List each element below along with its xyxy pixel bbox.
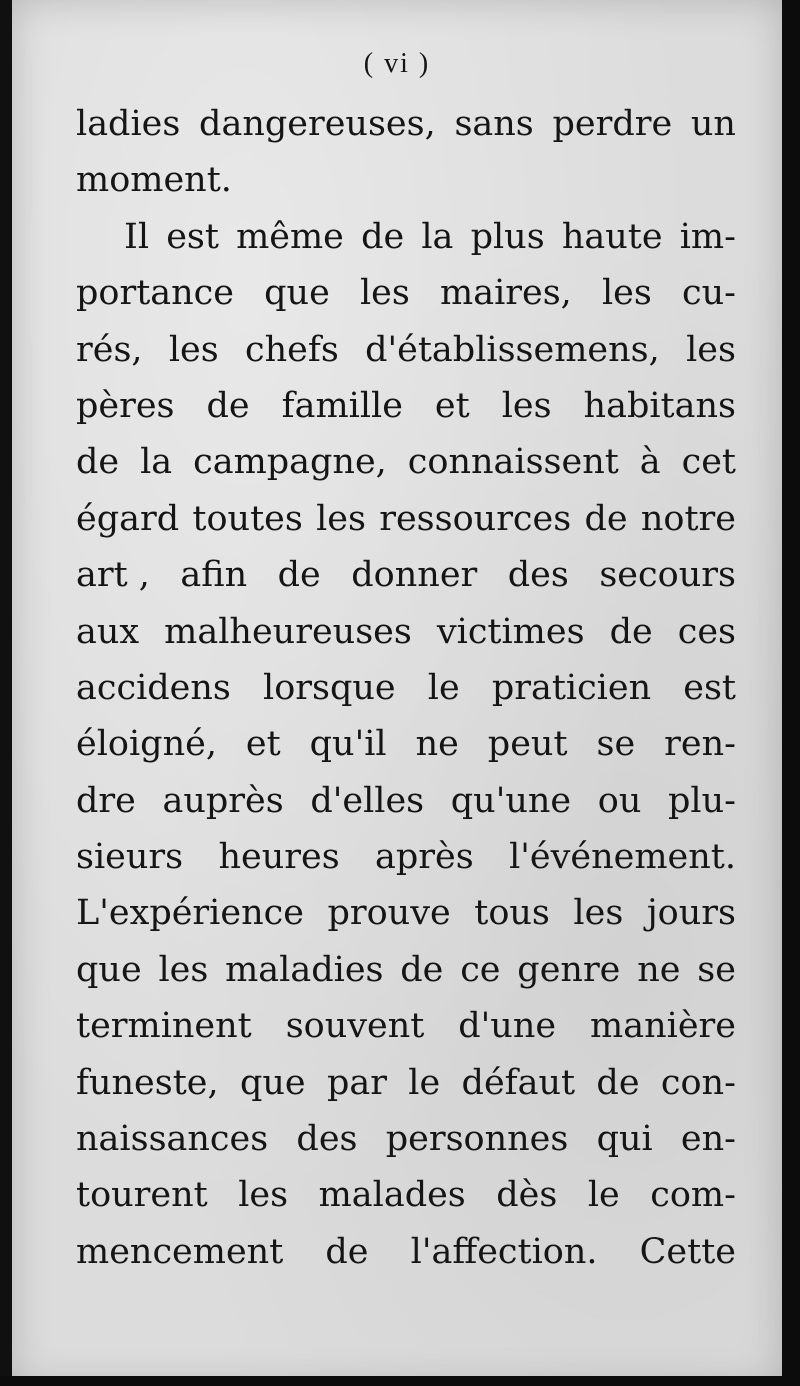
text-line bbox=[76, 547, 736, 603]
word: maires, bbox=[440, 273, 572, 314]
word: malheureuses bbox=[164, 611, 412, 652]
word: perdre bbox=[552, 104, 673, 144]
word: qu'une bbox=[450, 780, 572, 821]
word: les bbox=[158, 949, 209, 990]
word: après bbox=[375, 837, 474, 878]
text-line bbox=[76, 660, 736, 716]
word: éloigné, bbox=[76, 724, 217, 765]
word: même bbox=[236, 216, 344, 257]
word: com- bbox=[650, 1175, 736, 1216]
word: de bbox=[325, 1231, 369, 1272]
word: jours bbox=[646, 893, 736, 934]
word: dangereuses, bbox=[199, 104, 436, 144]
text-line bbox=[76, 1167, 736, 1223]
text-line bbox=[76, 829, 736, 885]
word: notre bbox=[640, 498, 736, 539]
word: les bbox=[686, 329, 736, 370]
word: de bbox=[584, 498, 628, 539]
word: ces bbox=[677, 611, 736, 652]
word: ne bbox=[415, 724, 459, 765]
word: d'une bbox=[458, 1006, 557, 1047]
word: Cette bbox=[639, 1231, 736, 1272]
word: qui bbox=[596, 1119, 653, 1160]
word: ou bbox=[597, 780, 642, 821]
word: de bbox=[206, 385, 250, 426]
word: le bbox=[427, 667, 460, 708]
word: dès bbox=[496, 1175, 558, 1216]
word: aux bbox=[76, 611, 140, 652]
word: le bbox=[408, 1062, 441, 1103]
word: mencement bbox=[76, 1231, 284, 1272]
page-number: ( vi ) bbox=[363, 48, 431, 79]
text-line bbox=[76, 716, 736, 772]
word: cet bbox=[681, 442, 736, 483]
word: L'expérience bbox=[76, 893, 304, 934]
word: personnes bbox=[385, 1119, 569, 1160]
word: les bbox=[601, 273, 652, 314]
word: de bbox=[400, 949, 444, 990]
word: l'événement. bbox=[509, 837, 736, 878]
text-line bbox=[76, 434, 736, 490]
text-line bbox=[76, 378, 736, 434]
text-line bbox=[76, 1111, 736, 1167]
word: de bbox=[361, 216, 405, 257]
word: con- bbox=[660, 1062, 736, 1103]
text-line bbox=[76, 1224, 736, 1280]
text-line bbox=[76, 209, 736, 265]
text-line bbox=[76, 885, 736, 941]
word: les bbox=[238, 1175, 289, 1216]
word: la bbox=[421, 216, 454, 257]
word: cu- bbox=[681, 273, 736, 314]
word: terminent bbox=[76, 1006, 252, 1047]
word: victimes bbox=[436, 611, 585, 652]
word: malades bbox=[318, 1175, 466, 1216]
text-line bbox=[76, 96, 736, 152]
word: la bbox=[140, 442, 173, 483]
word: chefs bbox=[245, 329, 339, 370]
book-page bbox=[12, 0, 782, 1386]
word: ne bbox=[637, 949, 681, 990]
word: maladies bbox=[225, 949, 384, 990]
word: praticien bbox=[491, 667, 652, 708]
word: d'établissemens, bbox=[365, 329, 660, 370]
word: portance bbox=[76, 273, 234, 314]
word: l'affection. bbox=[410, 1231, 598, 1272]
word: dre bbox=[76, 780, 136, 821]
word: à bbox=[639, 442, 661, 483]
word: est bbox=[683, 667, 736, 708]
word: en- bbox=[680, 1119, 736, 1160]
word: de bbox=[277, 555, 321, 596]
word: haute bbox=[561, 216, 663, 257]
text-line bbox=[76, 152, 736, 208]
word: de bbox=[76, 442, 120, 483]
word: campagne, bbox=[193, 442, 387, 483]
word: d'elles bbox=[310, 780, 425, 821]
word: peut bbox=[487, 724, 568, 765]
text-line bbox=[76, 491, 736, 547]
scan-edge-right bbox=[782, 0, 800, 1386]
word: des bbox=[507, 555, 569, 596]
word: secours bbox=[599, 555, 736, 596]
word: sans bbox=[454, 104, 534, 144]
word: de bbox=[609, 611, 653, 652]
text-line bbox=[76, 604, 736, 660]
word: accidens bbox=[76, 667, 231, 708]
word: rés, bbox=[76, 329, 143, 370]
word: les bbox=[501, 385, 552, 426]
word: ren- bbox=[664, 724, 736, 765]
word: auprès bbox=[162, 780, 284, 821]
text-line bbox=[76, 322, 736, 378]
word: donner bbox=[351, 555, 478, 596]
word: que bbox=[76, 949, 142, 990]
word: est bbox=[166, 216, 219, 257]
word: funeste, bbox=[76, 1062, 219, 1103]
word: les bbox=[359, 273, 410, 314]
word: tous bbox=[474, 893, 550, 934]
word: prouve bbox=[327, 893, 451, 934]
word: de bbox=[596, 1062, 640, 1103]
word: que bbox=[264, 273, 330, 314]
word: et bbox=[245, 724, 281, 765]
body-text bbox=[76, 96, 736, 1280]
text-line bbox=[76, 773, 736, 829]
word: moment. bbox=[76, 160, 232, 201]
word: habitans bbox=[583, 385, 736, 426]
word: naissances bbox=[76, 1119, 269, 1160]
word: les bbox=[316, 498, 366, 539]
word: le bbox=[587, 1175, 620, 1216]
word: genre bbox=[517, 949, 621, 990]
text-line bbox=[76, 998, 736, 1054]
word: souvent bbox=[285, 1006, 425, 1047]
word: connaissent bbox=[407, 442, 619, 483]
word: les bbox=[168, 329, 219, 370]
word: Il bbox=[124, 216, 150, 257]
word: manière bbox=[590, 1006, 736, 1047]
word: plu- bbox=[668, 780, 736, 821]
word: im- bbox=[679, 216, 736, 257]
word: qu'il bbox=[309, 724, 387, 765]
word: lorsque bbox=[263, 667, 396, 708]
word: égard bbox=[76, 498, 180, 539]
text-line bbox=[76, 265, 736, 321]
word: se bbox=[596, 724, 636, 765]
word: toutes bbox=[192, 498, 303, 539]
word: art , bbox=[76, 555, 150, 596]
scan-edge-bottom bbox=[0, 1376, 800, 1386]
text-line bbox=[76, 1055, 736, 1111]
word: famille bbox=[281, 385, 403, 426]
word: un bbox=[690, 104, 736, 144]
word: pères bbox=[76, 385, 175, 426]
word: que bbox=[239, 1062, 306, 1103]
word: heures bbox=[218, 837, 340, 878]
word: ce bbox=[460, 949, 501, 990]
word: plus bbox=[470, 216, 545, 257]
word: des bbox=[296, 1119, 358, 1160]
word: ressources bbox=[379, 498, 572, 539]
word: tourent bbox=[76, 1175, 208, 1216]
word: et bbox=[434, 385, 470, 426]
word: se bbox=[697, 949, 736, 990]
word: par bbox=[326, 1062, 387, 1103]
word: ladies bbox=[76, 104, 181, 144]
word: afin bbox=[180, 555, 248, 596]
word: défaut bbox=[461, 1062, 576, 1103]
text-line bbox=[76, 942, 736, 998]
word: sieurs bbox=[76, 837, 184, 878]
word: les bbox=[573, 893, 624, 934]
